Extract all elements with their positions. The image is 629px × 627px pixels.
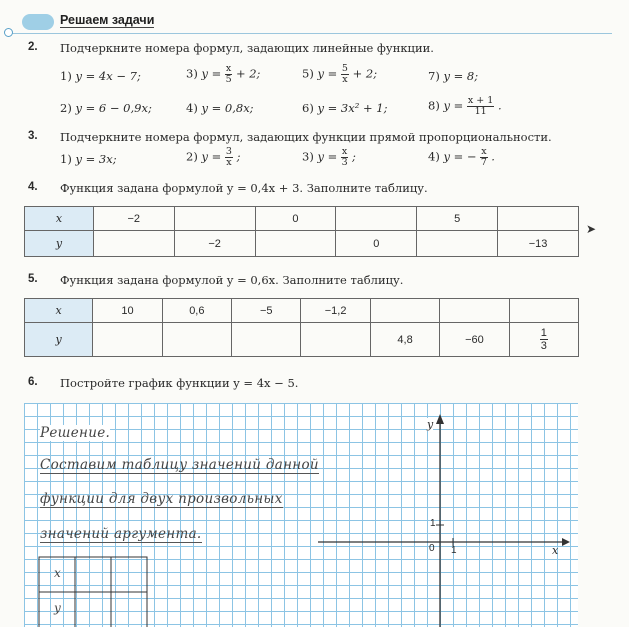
task-3-item-2[interactable]: 2) y = $\frac{3}{x}$ ; [186,146,241,168]
table-cell[interactable]: −2 [93,207,174,231]
values-table-x-label: x [54,566,62,580]
task-2-number: 2. [28,41,38,53]
task-5-text: Функция задана формулой y = 0,6x. Заполните таблицу. [60,273,404,287]
task-5-table [24,298,579,357]
table-cell[interactable]: 4,8 [370,323,439,357]
table-header-x: x [25,207,94,231]
table-cell-fraction[interactable]: $\frac{1}{3}$ [509,323,578,357]
task-5-number: 5. [28,273,38,285]
task-4-text: Функция задана формулой y = 0,4x + 3. Заполните таблицу. [60,181,428,195]
task-2-item-4[interactable]: 4) y = 0,8x; [186,101,254,115]
table-cell[interactable]: 5 [417,207,498,231]
y-unit-label: 1 [430,518,436,529]
table-cell[interactable] [370,299,439,323]
table-cell[interactable] [301,323,370,357]
margin-arrow-icon: ➤ [586,222,597,236]
task-2-item-3[interactable]: 3) y = $\frac{x}{5}$ + 2; [186,63,261,85]
table-cell[interactable] [93,323,162,357]
solution-line-3: функции для двух произвольных [40,491,283,507]
table-cell[interactable] [232,323,301,357]
header-bullet-icon [4,28,13,37]
task-6-text: Постройте график функции y = 4x − 5. [60,376,299,390]
table-cell[interactable]: 10 [93,299,162,323]
task-2-text: Подчеркните номера формул, задающих линейные функции. [60,41,434,55]
table-cell[interactable]: −13 [498,231,579,257]
table-cell[interactable] [498,207,579,231]
table-header-y: y [25,323,93,357]
task-4-table [24,206,579,257]
task-3-text: Подчеркните номера формул, задающих функции прямой пропорциональности. [60,130,552,144]
table-cell[interactable]: 0 [255,207,336,231]
task-3-item-1[interactable]: 1) y = 3x; [60,152,117,166]
table-header-x: x [25,299,93,323]
solution-heading: Решение. [40,425,111,441]
x-unit-label: 1 [451,545,457,556]
task-3-item-4[interactable]: 4) y = − $\frac{x}{7}$ . [428,146,495,168]
task-2-item-5[interactable]: 5) y = $\frac{5}{x}$ + 2; [302,63,378,85]
section-title: Решаем задачи [60,13,155,27]
values-table-y-label: y [54,601,62,615]
header-divider [12,33,612,34]
task-3-item-3[interactable]: 3) y = $\frac{x}{3}$ ; [302,146,356,168]
table-cell[interactable] [174,207,255,231]
x-axis-label: x [552,544,559,557]
table-cell[interactable] [255,231,336,257]
task-2-item-6[interactable]: 6) y = 3x² + 1; [302,101,388,115]
coordinate-axes [310,410,570,627]
task-2-item-7[interactable]: 7) y = 8; [428,69,479,83]
table-cell[interactable] [440,299,509,323]
table-cell[interactable]: −5 [232,299,301,323]
table-cell[interactable]: −2 [174,231,255,257]
origin-label: 0 [429,543,435,554]
table-cell[interactable] [162,323,231,357]
y-axis-label: y [427,418,434,431]
table-cell[interactable]: −60 [440,323,509,357]
table-header-y: y [25,231,94,257]
table-cell[interactable] [509,299,578,323]
task-2-item-1[interactable]: 1) y = 4x − 7; [60,69,141,83]
task-2-item-2[interactable]: 2) y = 6 − 0,9x; [60,101,152,115]
table-cell[interactable] [336,207,417,231]
table-cell[interactable] [93,231,174,257]
task-3-number: 3. [28,130,38,142]
section-marker [22,14,54,30]
x-axis-arrow-icon [562,538,570,546]
y-axis-arrow-icon [436,414,444,424]
solution-line-4: значений аргумента. [40,526,202,542]
table-cell[interactable] [417,231,498,257]
table-cell[interactable]: 0,6 [162,299,231,323]
task-6-number: 6. [28,376,38,388]
solution-line-2: Составим таблицу значений данной [40,457,319,473]
table-cell[interactable]: 0 [336,231,417,257]
task-2-item-8[interactable]: 8) y = $\frac{x + 1}{11}$ . [428,95,502,117]
table-cell[interactable]: −1,2 [301,299,370,323]
task-4-number: 4. [28,181,38,193]
